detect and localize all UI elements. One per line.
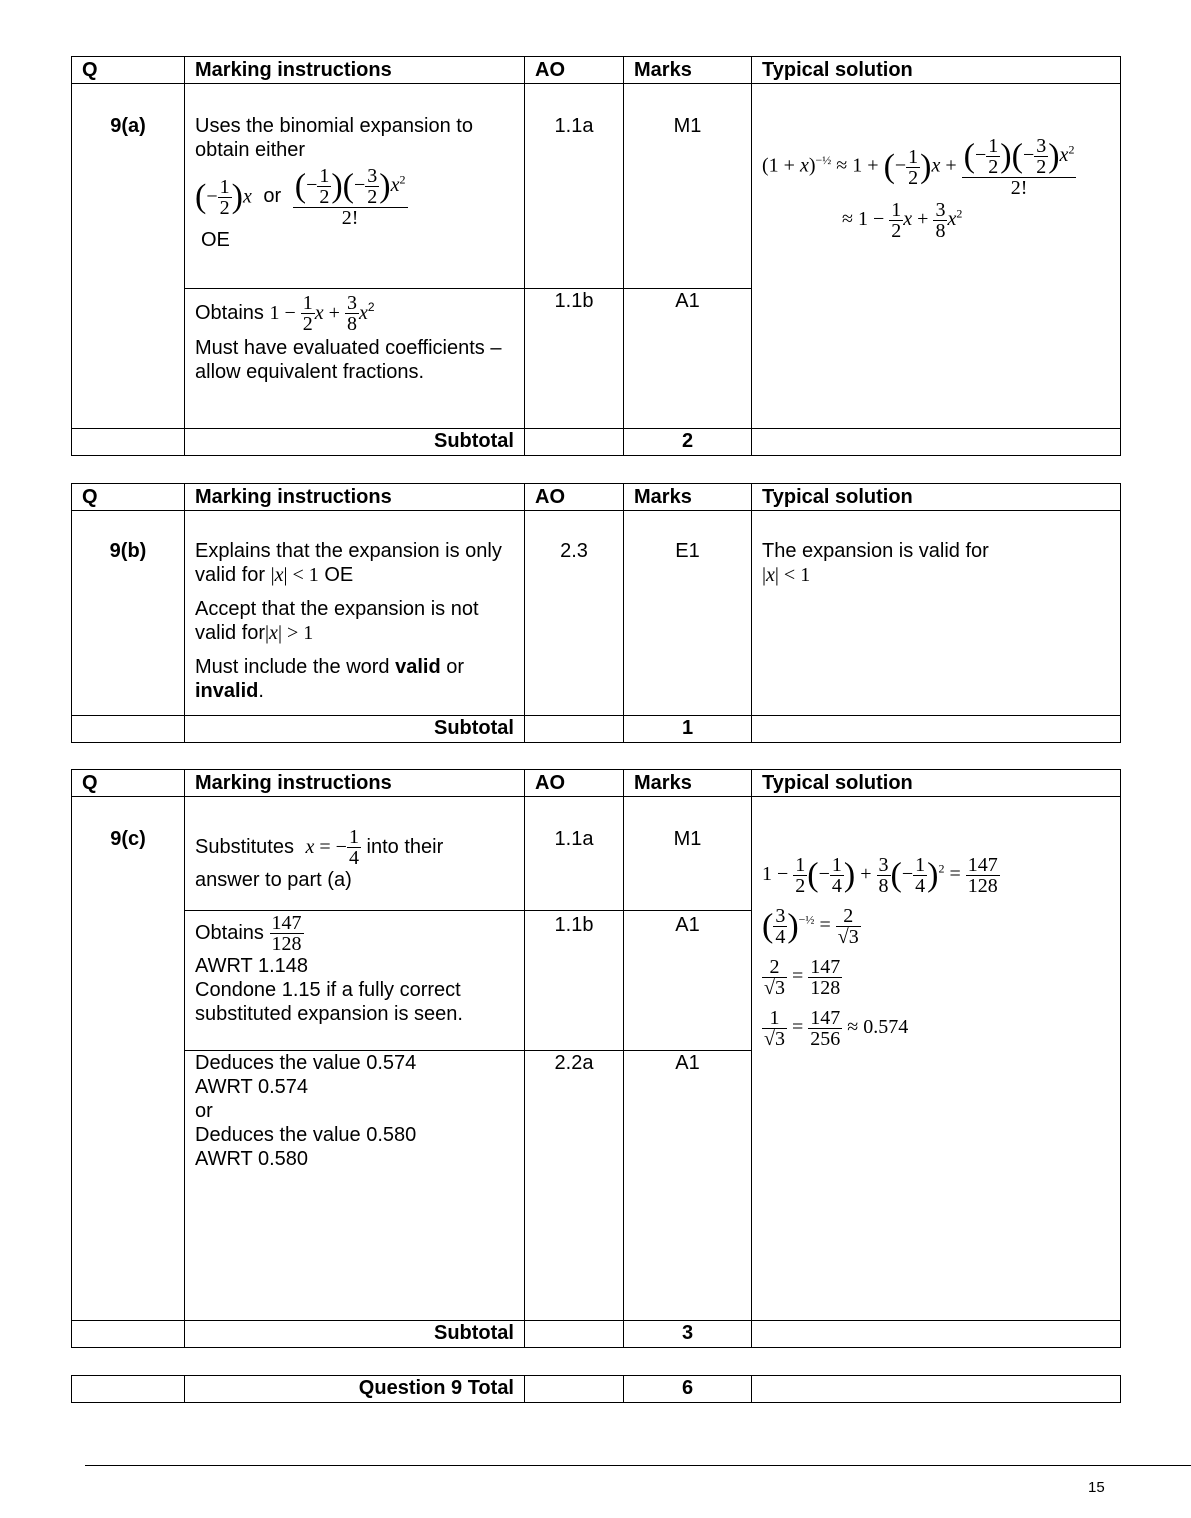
- solution-line-1: $(1 + x)^{-\frac{1}{2}} \approx 1$ + (− $\frac{1}{2}$ )x + (− $\frac{1}{2}$ )(− $\frac{3}{2}$ )$x^2$ 2!: [762, 135, 1075, 199]
- empty-cell: [752, 429, 1121, 456]
- obtains-line: Obtains $\frac{147}{128}$: [195, 912, 302, 955]
- accept-text: Accept that the expansion is not valid for: [195, 598, 479, 644]
- table-total: [71, 1375, 1121, 1403]
- or-text: or: [440, 656, 465, 678]
- marks-cell: M1: [624, 84, 752, 289]
- condone-text: Condone 1.15 if a fully correct substituted expansion is seen.: [195, 979, 463, 1025]
- empty-cell: [72, 429, 185, 456]
- header-marking: Marking instructions: [185, 57, 525, 84]
- header-ao: AO: [525, 770, 624, 797]
- oe-text: OE: [324, 564, 354, 586]
- empty-cell: [525, 716, 624, 743]
- subtotal-row: [72, 716, 1121, 743]
- answer-text: answer to part (a): [195, 869, 352, 891]
- subtotal-value: 1: [624, 716, 752, 743]
- solution-line-2: ( $\frac{3}{4}$ )$^{-\frac{1}{2}}$ = $\frac{2}{√3}$: [762, 905, 859, 948]
- must-text: Must include the word: [195, 656, 396, 678]
- marking-text-3: [195, 655, 514, 703]
- subtotal-label: Subtotal: [185, 716, 525, 743]
- solution-cell: [752, 511, 1121, 716]
- header-solution: Typical solution: [752, 57, 1121, 84]
- total-row: [72, 1376, 1121, 1403]
- deduces-text-1: Deduces the value 0.574: [195, 1052, 417, 1074]
- header-row: [72, 484, 1121, 511]
- marks-cell: M1: [624, 797, 752, 911]
- header-row: [72, 770, 1121, 797]
- header-solution: Typical solution: [752, 770, 1121, 797]
- question-label: 9(a): [72, 84, 185, 429]
- total-label: Question 9 Total: [185, 1376, 525, 1403]
- subtotal-row: [72, 429, 1121, 456]
- empty-cell: [72, 716, 185, 743]
- solution-line-3: $\frac{2}{√3}$ = $\frac{147}{128}$: [764, 956, 841, 999]
- second-term: (− $\frac{1}{2}$ )(− $\frac{3}{2}$ )$x^2$ 2!: [294, 165, 406, 229]
- marks-cell: E1: [624, 511, 752, 716]
- solution-math: |x| < 1: [762, 564, 811, 586]
- marking-text-1: Explains that the expansion is only valid for |x| < 1 OE: [195, 540, 502, 586]
- ao-cell: 1.1a: [525, 797, 624, 911]
- or-text: or: [195, 1100, 213, 1122]
- header-ao: AO: [525, 57, 624, 84]
- empty-cell: [525, 1321, 624, 1348]
- page-number: 15: [1088, 1479, 1105, 1496]
- empty-cell: [752, 1376, 1121, 1403]
- solution-line-4: $\frac{1}{√3}$ = $\frac{147}{256}$ ≈ 0.574: [764, 1007, 909, 1050]
- deduces-text-2: Deduces the value 0.580: [195, 1124, 417, 1146]
- marks-cell: A1: [624, 911, 752, 1051]
- awrt-text-1: AWRT 0.574: [195, 1076, 309, 1098]
- ao-cell: 2.3: [525, 511, 624, 716]
- header-row: [72, 57, 1121, 84]
- header-marking: Marking instructions: [185, 770, 525, 797]
- marking-cell: [185, 797, 525, 911]
- subtotal-row: [72, 1321, 1121, 1348]
- awrt-text-2: AWRT 0.580: [195, 1148, 309, 1170]
- header-marks: Marks: [624, 57, 752, 84]
- subtotal-label: Subtotal: [185, 1321, 525, 1348]
- header-solution: Typical solution: [752, 484, 1121, 511]
- subtotal-label: Subtotal: [185, 429, 525, 456]
- marking-text-2: Accept that the expansion is not valid for|x| > 1: [195, 598, 479, 644]
- obtains-text: Obtains: [195, 301, 264, 324]
- solution-cell: [752, 84, 1121, 429]
- substitutes-line: Substitutes x = − $\frac{1}{4}$ into their: [195, 826, 444, 869]
- table-9b: [71, 483, 1121, 743]
- header-marking: Marking instructions: [185, 484, 525, 511]
- header-q: Q: [72, 57, 185, 84]
- solution-cell: [752, 797, 1121, 1321]
- table-9a: [71, 56, 1121, 456]
- table-row: [72, 797, 1121, 911]
- header-ao: AO: [525, 484, 624, 511]
- empty-cell: [752, 716, 1121, 743]
- marking-cell: [185, 84, 525, 289]
- marking-cell: [185, 1051, 525, 1321]
- marking-text: Must have evaluated coefficients – allow equivalent fractions.: [195, 337, 502, 383]
- solution-text: The expansion is valid for: [762, 540, 989, 562]
- table-row: [72, 84, 1121, 289]
- header-marks: Marks: [624, 484, 752, 511]
- ao-cell: 1.1b: [525, 289, 624, 429]
- empty-cell: [525, 1376, 624, 1403]
- substitutes-text: Substitutes: [195, 835, 294, 858]
- expansion-terms: (− $\frac{1}{2}$ )x or (− $\frac{1}{2}$ )(− $\frac{3}{2}$ )$x^2$ 2!: [195, 165, 406, 229]
- empty-cell: [525, 429, 624, 456]
- valid-text: valid: [395, 656, 441, 678]
- question-label: 9(b): [72, 511, 185, 716]
- subtotal-value: 3: [624, 1321, 752, 1348]
- total-value: 6: [624, 1376, 752, 1403]
- ao-cell: 1.1a: [525, 84, 624, 289]
- or-text: or: [263, 185, 282, 208]
- marks-cell: A1: [624, 289, 752, 429]
- empty-cell: [752, 1321, 1121, 1348]
- header-q: Q: [72, 484, 185, 511]
- marking-cell: [185, 289, 525, 429]
- marking-cell: [185, 511, 525, 716]
- obtains-line: Obtains 1 − $\frac{1}{2}$ x + $\frac{3}{8}$ $x^2$: [195, 292, 375, 335]
- ao-cell: 2.2a: [525, 1051, 624, 1321]
- into-text: into their: [366, 835, 444, 858]
- header-q: Q: [72, 770, 185, 797]
- empty-cell: [72, 1321, 185, 1348]
- period-text: .: [258, 680, 264, 702]
- ao-cell: 1.1b: [525, 911, 624, 1051]
- question-label: 9(c): [72, 797, 185, 1321]
- solution-line-2: ≈ 1 − $\frac{1}{2}$ x + $\frac{3}{8}$ $x^2$: [842, 199, 963, 242]
- table-row: [72, 511, 1121, 716]
- footer-divider: [85, 1465, 1191, 1466]
- table-9c: [71, 769, 1121, 1348]
- awrt-text: AWRT 1.148: [195, 955, 309, 977]
- explains-text: Explains that the expansion is only valid for: [195, 540, 502, 586]
- marks-cell: A1: [624, 1051, 752, 1321]
- subtotal-value: 2: [624, 429, 752, 456]
- header-marks: Marks: [624, 770, 752, 797]
- marking-text: Uses the binomial expansion to obtain either: [195, 115, 473, 161]
- marking-cell: [185, 911, 525, 1051]
- obtains-text: Obtains: [195, 921, 264, 944]
- solution-line-1: 1 − $\frac{1}{2}$ (− $\frac{1}{4}$ ) + $\frac{3}{8}$ (− $\frac{1}{4}$ )$^2$ = $\frac{147}{128}$: [762, 854, 998, 897]
- invalid-text: invalid: [195, 680, 259, 702]
- oe-text: OE: [201, 229, 230, 251]
- empty-cell: [72, 1376, 185, 1403]
